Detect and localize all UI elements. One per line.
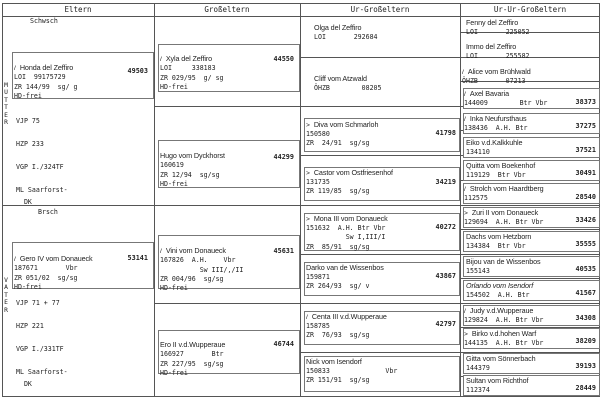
reg-number: 28540 [575,193,596,201]
reg-number: 44550 [273,55,294,63]
reg-number: 30491 [575,169,596,177]
breeding-score: ZR 119/85 sg/sg [306,187,370,196]
row-divider [300,254,600,255]
registration: 129824 A.H. Btr Vbr [464,316,544,325]
side-label-mutter: M U T T E R [4,82,8,127]
registration: ÖHZB 08205 [314,84,382,93]
great-grandparent-entry[interactable] [306,120,378,149]
registration: 138436 A.H. Btr [464,124,528,133]
reg-number: 28449 [575,384,596,392]
marker: / [14,65,16,73]
registration: 160619 [160,161,184,170]
ancestor-name: Gitta vom Sönnerbach [466,354,536,363]
great-great-grandparent-entry[interactable] [464,208,543,227]
ancestor-name: Birko v.d.hohen Warf [471,329,537,338]
ancestor-name: Bijou van de Wissenbos [466,257,541,266]
ancestor-name: Fenny del Zeffiro [466,18,519,27]
great-great-grandparent-entry[interactable] [466,281,533,300]
reg-number: 34308 [575,314,596,322]
marker: / [464,91,466,98]
result: ML Saarforst- DK [16,186,68,206]
result: VJP 71 + 77 [16,299,60,307]
ancestor-name: Axel Bavaria [469,89,509,98]
result: VGP I./331TF [16,345,64,353]
breeding-score: ZR 144/99 sg/ g [14,82,78,91]
marker: / [14,256,16,264]
registration: 154502 A.H. Btr [466,291,530,300]
registration: LOI 255582 [466,52,530,61]
grandparent-entry[interactable] [160,45,224,92]
result: VJP 75 [16,117,40,125]
great-great-grandparent-entry[interactable] [466,257,541,276]
registration: 144379 [466,364,490,373]
great-grandparent-entry[interactable] [306,168,393,197]
reg-number: 49503 [127,67,148,75]
result: HZP 221 [16,322,44,330]
great-great-grandparent-entry[interactable] [466,138,522,157]
breeding-score: ZR 029/95 g/ sg [160,73,224,82]
registration: 129694 A.H. Btr Vbr [464,218,544,227]
breeding-score: ZR 24/91 sg/sg [306,139,370,148]
marker: > [464,210,468,217]
registration: 151632 A.H. Btr Vbr Sw I,III/I [306,224,386,242]
great-grandparent-entry[interactable] [314,74,382,93]
breeding-score: ZR 264/93 sg/ v [306,282,370,291]
hd-status: HD-frei [160,284,188,293]
registration: 112575 [464,194,488,203]
great-grandparent-name: Darko van de Wissenbos [306,263,384,272]
great-grandparent-entry[interactable] [306,357,397,386]
breeding-score: ZR 76/93 sg/sg [306,331,370,340]
ancestor-name: Immo del Zeffiro [466,42,517,51]
marker: > [306,170,310,177]
registration: 134110 [466,148,490,157]
ancestor-name: Quitta vom Boekenhof [466,161,536,170]
result: ML Saarforst- DK [16,368,68,388]
registration: 112374 [466,386,490,395]
breeding-score: ZR 85/91 sg/sg [306,242,370,251]
ancestor-name: Strolch vom Haardtberg [469,184,544,193]
registration: ÖHZB 07213 [462,77,526,86]
great-great-grandparent-entry[interactable] [464,89,547,108]
great-great-grandparent-entry[interactable] [466,376,528,395]
breeding-score: ZR 151/91 sg/sg [306,376,370,385]
breeding-score: ZR 227/95 sg/sg [160,359,224,368]
great-grandparent-entry[interactable] [306,263,384,292]
registration: 144135 A.H. Btr Vbr [464,339,544,348]
registration: 144009 Btr Vbr [464,99,548,108]
hd-status: HD-frei [160,82,188,91]
header-grosseltern: Großeltern [154,3,300,17]
ancestor-name: Orlando vom Isendorf [466,281,534,290]
ancestor-name: Dachs vom Hetzborn [466,232,532,241]
reg-number: 34219 [435,178,456,186]
registration: 158785 [306,322,330,331]
registration: 119129 Btr Vbr [466,171,526,180]
grandparent-entry[interactable] [160,237,243,293]
great-great-grandparent-entry[interactable] [464,329,543,348]
parent-name: Honda del Zeffiro [19,63,74,73]
reg-number: 44299 [273,153,294,161]
great-grandparent-name: Cliff vom Atzwald [314,74,367,83]
great-great-grandparent-entry[interactable] [466,161,535,180]
row-divider [154,303,600,304]
parent-color: Schwsch [30,17,58,25]
grandparent-entry[interactable] [160,142,225,189]
great-great-grandparent-entry[interactable] [462,67,531,86]
great-grandparent-name: Nick vom Isendorf [306,357,362,366]
header-urgrosseltern: Ur-Großeltern [300,3,460,17]
registration: 166927 Btr [160,350,224,359]
grandparent-entry[interactable] [160,331,225,378]
registration: 134384 Btr Vbr [466,242,526,251]
great-grandparent-name: Castor vom Ostfriesenhof [313,168,393,177]
side-label-vater: V A T E R [4,277,8,314]
reg-number: 43867 [435,272,456,280]
result: HZP 233 [16,140,44,148]
reg-number: 41798 [435,129,456,137]
parent-results [16,116,68,208]
ancestor-name: Sultan vom Richthof [466,376,529,385]
marker: > [306,122,310,129]
ancestor-name: Inka Neufursthaus [469,114,527,123]
marker: / [306,314,308,321]
registration: 167826 A.H. Vbr [160,256,236,265]
great-grandparent-name: Centa III v.d.Wupperaue [311,312,387,321]
marker: > [464,331,468,338]
great-great-grandparent-entry[interactable] [466,18,530,37]
great-grandparent-name: Mona III vom Donaueck [313,214,388,223]
registration: 187671 Vbr [14,264,78,273]
grandparent-name: Hugo vom Dyckhorst [160,151,225,161]
registration: 155143 [466,267,490,276]
breeding-score: ZR 12/94 sg/sg [160,170,220,179]
breeding-score: ZR 051/02 sg/sg [14,273,78,282]
header-eltern: Eltern [2,3,154,17]
reg-number: 33426 [575,216,596,224]
marker: > [306,216,310,223]
reg-number: 46744 [273,340,294,348]
great-great-grandparent-entry[interactable] [466,42,530,61]
marker: / [464,308,466,315]
hd-status: HD-frei [160,368,188,377]
reg-number: 37275 [575,122,596,130]
reg-number: 42797 [435,320,456,328]
marker: / [464,116,466,123]
reg-number: 41567 [575,289,596,297]
row-divider [300,57,600,58]
marker: / [160,56,162,64]
great-grandparent-entry[interactable] [306,312,387,341]
work-marks: Sw III/,/II [160,265,244,274]
row-divider [2,205,600,206]
great-great-grandparent-entry[interactable] [466,232,531,251]
great-great-grandparent-entry[interactable] [464,184,544,203]
ancestor-name: Alice vom Brühlwald [467,67,531,76]
breeding-score: ZR 004/96 sg/sg [160,274,224,283]
registration: LOI 99175729 [14,73,66,82]
great-grandparent-entry[interactable] [306,214,388,252]
row-divider [460,278,600,279]
reg-number: 35555 [575,240,596,248]
parent-entry[interactable] [14,54,78,101]
registration: LOI 292684 [314,33,378,42]
marker: / [160,248,162,256]
parent-color: Brsch [38,208,58,216]
hd-status: HD-frei [160,179,188,188]
reg-number: 40272 [435,223,456,231]
reg-number: 40535 [575,265,596,273]
reg-number: 45631 [273,247,294,255]
ancestor-name: Zuri II vom Donaueck [471,208,539,217]
great-grandparent-entry[interactable] [314,23,378,42]
column-divider [460,3,461,397]
registration: 150580 [306,130,330,139]
great-great-grandparent-entry[interactable] [464,306,543,325]
column-divider [154,3,155,397]
registration: 159871 [306,273,330,282]
parent-name: Gero IV vom Donaueck [19,254,93,264]
registration: LOI 338183 [160,64,216,73]
marker: / [462,69,464,76]
great-great-grandparent-entry[interactable] [466,354,536,373]
ancestor-name: Judy v.d.Wupperaue [469,306,534,315]
reg-number: 37521 [575,146,596,154]
hd-status: HD-frei [14,282,42,291]
hd-status: HD-frei [14,91,42,100]
column-divider [300,3,301,397]
reg-number: 38209 [575,337,596,345]
parent-entry[interactable] [14,245,93,292]
grandparent-name: Vini vom Donaueck [165,246,226,256]
registration: 131735 [306,178,330,187]
reg-number: 39193 [575,362,596,370]
reg-number: 53141 [127,254,148,262]
great-grandparent-name: Diva vom Schmarloh [313,120,379,129]
great-grandparent-name: Olga del Zeffiro [314,23,362,32]
registration: LOI 225052 [466,28,530,37]
grandparent-name: Ero II v.d.Wupperaue [160,340,226,350]
parent-results [16,298,68,390]
registration: 150833 Vbr [306,367,398,376]
header-ururgrosseltern: Ur-Ur-Großeltern [460,3,600,17]
row-divider [460,229,600,230]
result: VGP I./324TF [16,163,64,171]
ancestor-name: Eiko v.d.Kalkkuhle [466,138,523,147]
great-great-grandparent-entry[interactable] [464,114,528,133]
marker: / [464,186,466,193]
grandparent-name: Xyla del Zeffiro [165,54,213,64]
reg-number: 38373 [575,98,596,106]
